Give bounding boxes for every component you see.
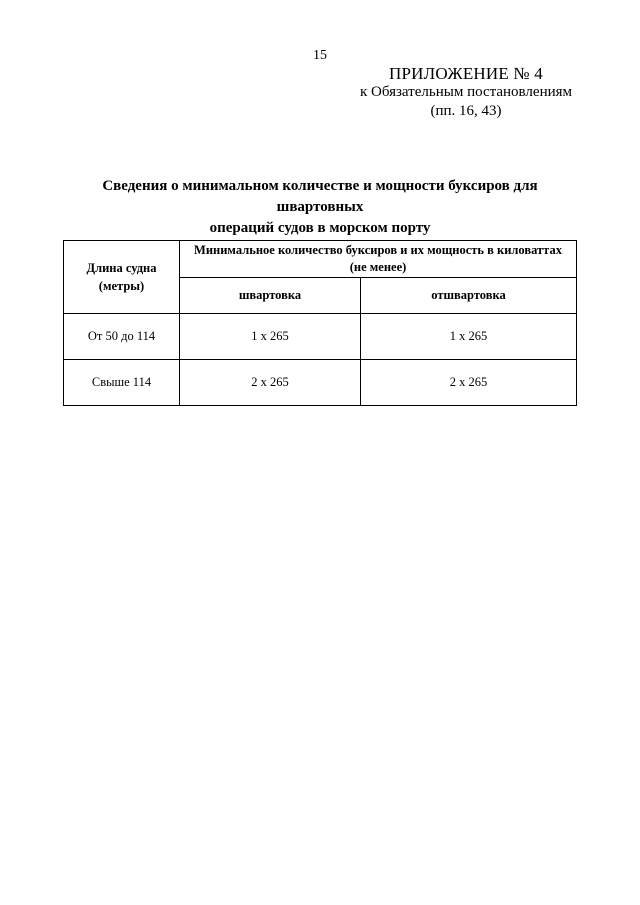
header-vessel-length-unit: (метры): [98, 279, 145, 293]
page-number: 15: [313, 48, 327, 63]
header-unmooring: отшвартовка: [361, 277, 577, 314]
appendix-paragraphs: (пп. 16, 43): [430, 103, 502, 119]
cell-length: Свыше 114: [64, 360, 180, 406]
header-vessel-length: [64, 241, 180, 314]
cell-unmooring: 1 х 265: [361, 314, 577, 360]
header-tug-minimum-line-2: (не менее): [349, 259, 407, 274]
header-tug-minimum-line-1: Минимальное количество буксиров и их мощность в киловаттах: [194, 242, 562, 257]
appendix-title: ПРИЛОЖЕНИЕ № 4: [389, 64, 543, 83]
cell-length: От 50 до 114: [64, 314, 180, 360]
header-vessel-length-label: Длина судна: [86, 261, 157, 275]
cell-mooring: 1 х 265: [180, 314, 361, 360]
document-title-line-1: Сведения о минимальном количестве и мощности буксиров для швартовных: [102, 178, 538, 215]
document-title-line-2: операций судов в морском порту: [209, 220, 431, 236]
table-row: [64, 360, 577, 406]
cell-unmooring: 2 х 265: [361, 360, 577, 406]
appendix-header: [356, 64, 576, 121]
table-row: [64, 314, 577, 360]
header-mooring: швартовка: [180, 277, 361, 314]
cell-mooring: 2 х 265: [180, 360, 361, 406]
document-title: [60, 176, 580, 239]
appendix-reference: к Обязательным постановлениям: [359, 84, 573, 100]
tug-requirements-table: [63, 240, 577, 406]
header-tug-minimum: [180, 241, 577, 278]
